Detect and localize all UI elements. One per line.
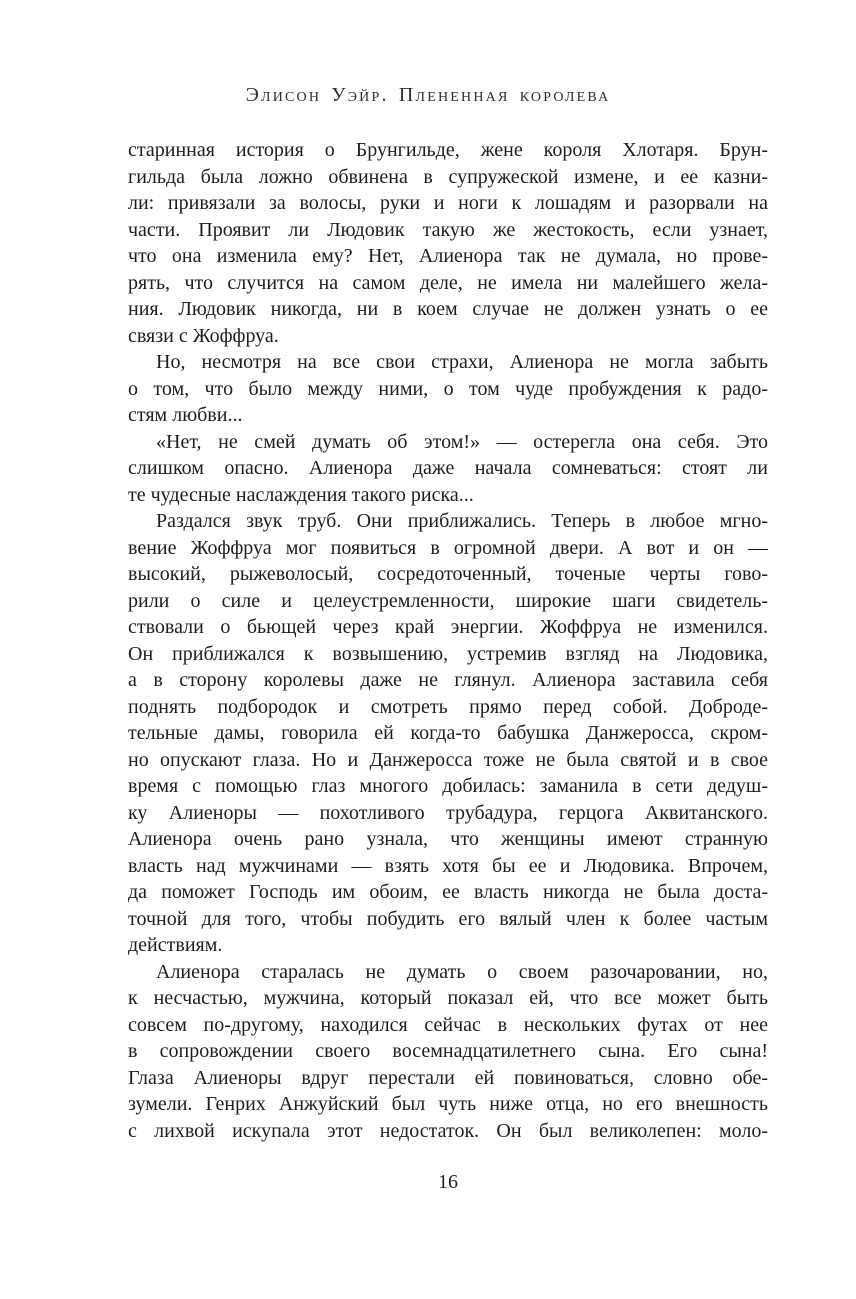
text-line: к несчастью, мужчина, который показал ей, что все может быть — [128, 987, 768, 1009]
text-line: совсем по-другому, находился сейчас в нескольких футах от нее — [128, 1013, 768, 1036]
text-line: в сопровождении своего восемнадцатилетнего сына. Его сына! — [128, 1040, 768, 1062]
text-line: ли: привязали за волосы, руки и ноги к лошадям и разорвали на — [128, 192, 768, 214]
text-line: Но, несмотря на все свои страхи, Алиенора не могла забыть — [156, 351, 768, 373]
text-line: что она изменила ему? Нет, Алиенора так не думала, но прове- — [128, 245, 768, 267]
page-number: 16 — [438, 1171, 458, 1193]
text-line: а в сторону королевы даже не глянул. Алиенора заставила себя — [128, 669, 768, 691]
text-line: те чудесные наслаждения такого риска... — [128, 483, 474, 506]
text-line: ния. Людовик никогда, ни в коем случае не должен узнать о ее — [128, 298, 768, 320]
text-line: ствовали о бьющей через край энергии. Жоффруа не изменился. — [128, 616, 768, 638]
text-line: Он приближался к возвышению, устремив взгляд на Людовика, — [128, 642, 768, 665]
text-line: стям любви... — [128, 404, 243, 426]
text-line: части. Проявит ли Людовик такую же жестокость, если узнает, — [128, 218, 768, 241]
text-line: Глаза Алиеноры вдруг перестали ей повиноваться, словно обе- — [128, 1066, 768, 1089]
text-line: «Нет, не смей думать об этом!» — остерегла она себя. Это — [156, 430, 768, 453]
text-line: действиям. — [128, 934, 223, 956]
text-line: с лихвой искупала этот недостаток. Он был великолепен: моло- — [128, 1119, 768, 1142]
text-line: зумели. Генрих Анжуйский был чуть ниже отца, но его внешность — [128, 1093, 768, 1115]
running-header: Элисон Уэйр. Плененная королева — [245, 84, 611, 106]
text-line: Алиенора старалась не думать о своем разочаровании, но, — [156, 960, 768, 983]
text-line: о том, что было между ними, о том чуде пробуждения к радо- — [128, 377, 768, 400]
text-line: ку Алиеноры — похотливого трубадура, герцога Аквитанского. — [128, 801, 768, 824]
text-line: вение Жоффруа мог появиться в огромной двери. А вот и он — — [128, 536, 768, 559]
text-line: точной для того, чтобы побудить его вялый член к более частым — [128, 907, 768, 930]
text-line: тельные дамы, говорила ей когда-то бабушка Данжеросса, скром- — [128, 722, 768, 744]
text-line: гильда была ложно обвинена в супружеской измене, и ее казни- — [128, 165, 768, 188]
text-line: рили о силе и целеустремленности, широкие шаги свидетель- — [128, 589, 768, 612]
text-line: поднять подбородок и смотреть прямо перед собой. Доброде- — [128, 695, 768, 718]
text-line: Раздался звук труб. Они приближались. Теперь в любое мгно- — [156, 510, 768, 532]
text-line: Алиенора очень рано узнала, что женщины имеют странную — [128, 828, 768, 850]
text-line: власть над мужчинами — взять хотя бы ее и Людовика. Впрочем, — [128, 854, 768, 877]
text-line: старинная история о Брунгильде, жене короля Хлотаря. Брун- — [128, 139, 768, 161]
text-line: но опускают глаза. Но и Данжеросса тоже не была святой и в свое — [128, 748, 768, 771]
text-line: слишком опасно. Алиенора даже начала сомневаться: стоят ли — [128, 457, 768, 479]
text-line: высокий, рыжеволосый, сосредоточенный, точеные черты гово- — [128, 563, 768, 585]
body-text — [128, 137, 768, 1144]
text-line: да поможет Господь им обоим, ее власть никогда не была доста- — [128, 881, 768, 903]
text-line: время с помощью глаз многого добилась: заманила в сети дедуш- — [128, 775, 768, 797]
text-line: рять, что случится на самом деле, не имела ни малейшего жела- — [128, 271, 768, 294]
text-line: связи с Жоффруа. — [128, 324, 279, 347]
